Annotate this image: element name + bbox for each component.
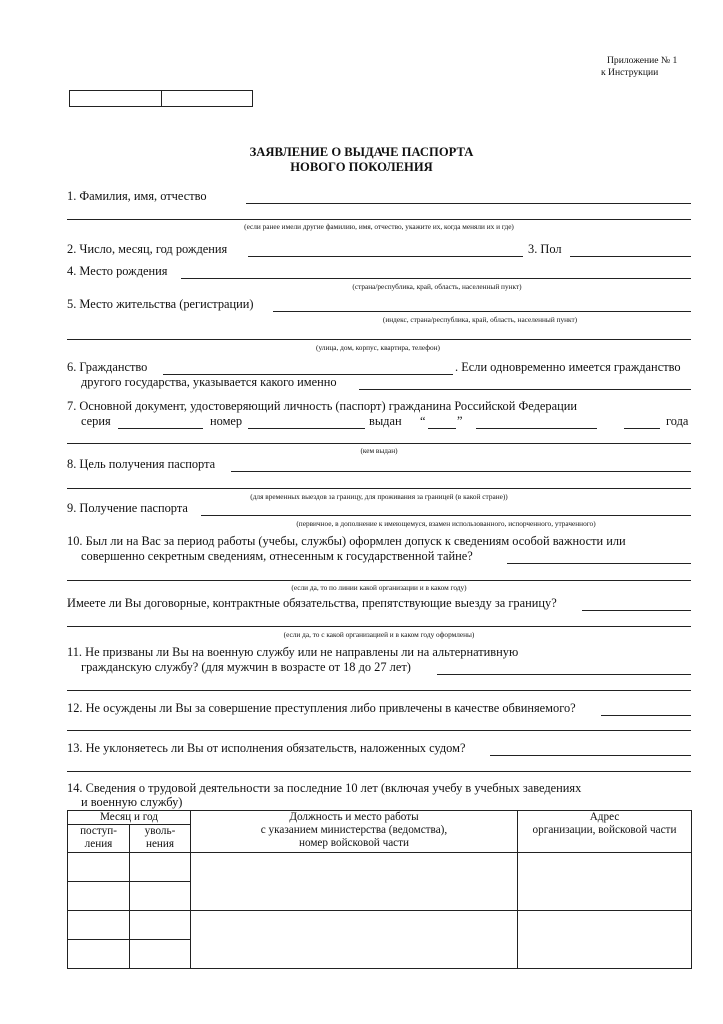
field-10b-input-line-2[interactable]	[67, 626, 691, 627]
field-9-hint: (первичное, в дополнение к имеющемуся, взамен использованного, испорченного, утраченного)	[296, 519, 596, 528]
field-11-line-1: 11. Не призваны ли Вы на военную службу или не направлены ли на альтернативную	[67, 645, 519, 659]
reference-box-divider	[161, 91, 162, 106]
field-10b-hint: (если да, то с какой организацией и в каком году оформлены)	[283, 630, 475, 639]
field-4-label: 4. Место рождения	[67, 264, 168, 278]
position-cell[interactable]	[191, 911, 518, 969]
field-3-label: 3. Пол	[528, 242, 562, 256]
header-address: Адрес организации, войсковой части	[518, 811, 692, 853]
field-11-line-2: гражданскую службу? (для мужчин в возрасте от 18 до 27 лет)	[81, 660, 411, 674]
field-5-hint-1: (индекс, страна/республика, край, область, населенный пункт)	[382, 315, 578, 324]
field-12-label: 12. Не осуждены ли Вы за совершение преступления либо привлечены в качестве обвиняемого?	[67, 701, 576, 715]
reference-number-box[interactable]	[69, 90, 253, 107]
field-5-label: 5. Место жительства (регистрации)	[67, 297, 254, 311]
field-7-hint: (кем выдан)	[360, 446, 398, 455]
table-row[interactable]	[68, 853, 692, 882]
start-date-cell[interactable]	[68, 940, 130, 969]
field-13-label: 13. Не уклоняетесь ли Вы от исполнения обязательств, наложенных судом?	[67, 741, 466, 755]
end-date-cell[interactable]	[130, 882, 191, 911]
end-date-cell[interactable]	[130, 853, 191, 882]
field-11-input-line-2[interactable]	[67, 690, 691, 691]
field-11-input-line[interactable]	[437, 674, 691, 675]
field-6-other-citizenship-line[interactable]	[359, 389, 691, 390]
table-row[interactable]	[68, 911, 692, 940]
document-title-line-2: НОВОГО ПОКОЛЕНИЯ	[290, 160, 433, 174]
field-13-input-line[interactable]	[490, 755, 691, 756]
field-7-label: 7. Основной документ, удостоверяющий личность (паспорт) гражданина Российской Федерации	[67, 399, 577, 413]
field-7-number-label: номер	[210, 414, 243, 428]
field-8-label: 8. Цель получения паспорта	[67, 457, 216, 471]
field-5-hint-2: (улица, дом, корпус, квартира, телефон)	[316, 343, 440, 352]
field-8-hint: (для временных выездов за границу, для проживания за границей (в какой стране))	[250, 492, 508, 501]
field-12-input-line-2[interactable]	[67, 730, 691, 731]
field-1-input-line-2[interactable]	[67, 219, 691, 220]
address-cell[interactable]	[518, 911, 692, 969]
field-6-continuation: . Если одновременно имеется гражданство	[455, 360, 681, 374]
field-7-series-label: серия	[81, 414, 111, 428]
field-10b-label: Имеете ли Вы договорные, контрактные обязательства, препятствующие выезду за границу?	[67, 596, 557, 610]
field-9-label: 9. Получение паспорта	[67, 501, 188, 515]
field-14-line-2: и военную службу)	[81, 795, 183, 809]
field-7-issued-label: выдан	[369, 414, 402, 428]
field-6-label: 6. Гражданство	[67, 360, 148, 374]
field-10-line-1: 10. Был ли на Вас за период работы (учебы, службы) оформлен допуск к сведениям особой важности или	[67, 534, 626, 548]
field-1-hint: (если ранее имели другие фамилию, имя, отчество, укажите их, когда меняли их и где)	[244, 222, 514, 231]
field-8-input-line[interactable]	[231, 471, 691, 472]
issuer-input-line[interactable]	[67, 443, 691, 444]
field-10-hint: (если да, то по линии какой организации и в каком году)	[291, 583, 467, 592]
field-1-input-line[interactable]	[246, 203, 691, 204]
end-date-cell[interactable]	[130, 940, 191, 969]
field-10-input-line[interactable]	[507, 563, 691, 564]
passport-number-line[interactable]	[248, 428, 365, 429]
passport-series-line[interactable]	[118, 428, 203, 429]
address-cell[interactable]	[518, 853, 692, 911]
issue-month-line[interactable]	[476, 428, 597, 429]
field-3-input-line[interactable]	[570, 256, 691, 257]
field-5-input-line[interactable]	[273, 311, 691, 312]
header-month-year: Месяц и год	[68, 811, 191, 825]
position-cell[interactable]	[191, 853, 518, 911]
start-date-cell[interactable]	[68, 911, 130, 940]
issue-day-line[interactable]	[428, 428, 456, 429]
field-10-input-line-2[interactable]	[67, 580, 691, 581]
issue-day-open-quote: “	[420, 414, 426, 428]
start-date-cell[interactable]	[68, 882, 130, 911]
field-13-input-line-2[interactable]	[67, 771, 691, 772]
work-history-table	[67, 810, 692, 969]
field-6-line-2: другого государства, указывается какого именно	[81, 375, 337, 389]
appendix-line-1: Приложение № 1	[607, 55, 678, 66]
field-4-hint: (страна/республика, край, область, населенный пункт)	[352, 282, 522, 291]
header-end: уволь- нения	[130, 825, 191, 853]
field-12-input-line[interactable]	[601, 715, 691, 716]
field-14-line-1: 14. Сведения о трудовой деятельности за последние 10 лет (включая учебу в учебных заведениях	[67, 781, 582, 795]
field-9-input-line[interactable]	[201, 515, 691, 516]
field-2-label: 2. Число, месяц, год рождения	[67, 242, 228, 256]
field-4-input-line[interactable]	[181, 278, 691, 279]
issue-year-line[interactable]	[624, 428, 660, 429]
field-1-label: 1. Фамилия, имя, отчество	[67, 189, 207, 203]
document-title-line-1: ЗАЯВЛЕНИЕ О ВЫДАЧЕ ПАСПОРТА	[249, 145, 474, 159]
field-7-year-label: года	[666, 414, 689, 428]
issue-day-close-quote: ”	[457, 414, 463, 428]
field-10b-input-line[interactable]	[582, 610, 691, 611]
header-start: поступ- ления	[68, 825, 130, 853]
appendix-line-2: к Инструкции	[601, 67, 659, 78]
field-5-input-line-2[interactable]	[67, 339, 691, 340]
start-date-cell[interactable]	[68, 853, 130, 882]
field-8-input-line-2[interactable]	[67, 488, 691, 489]
field-2-input-line[interactable]	[248, 256, 523, 257]
end-date-cell[interactable]	[130, 911, 191, 940]
field-10-line-2: совершенно секретным сведениям, отнесенным к государственной тайне?	[81, 549, 473, 563]
header-position: Должность и место работы с указанием министерства (ведомства), номер войсковой части	[191, 811, 518, 853]
